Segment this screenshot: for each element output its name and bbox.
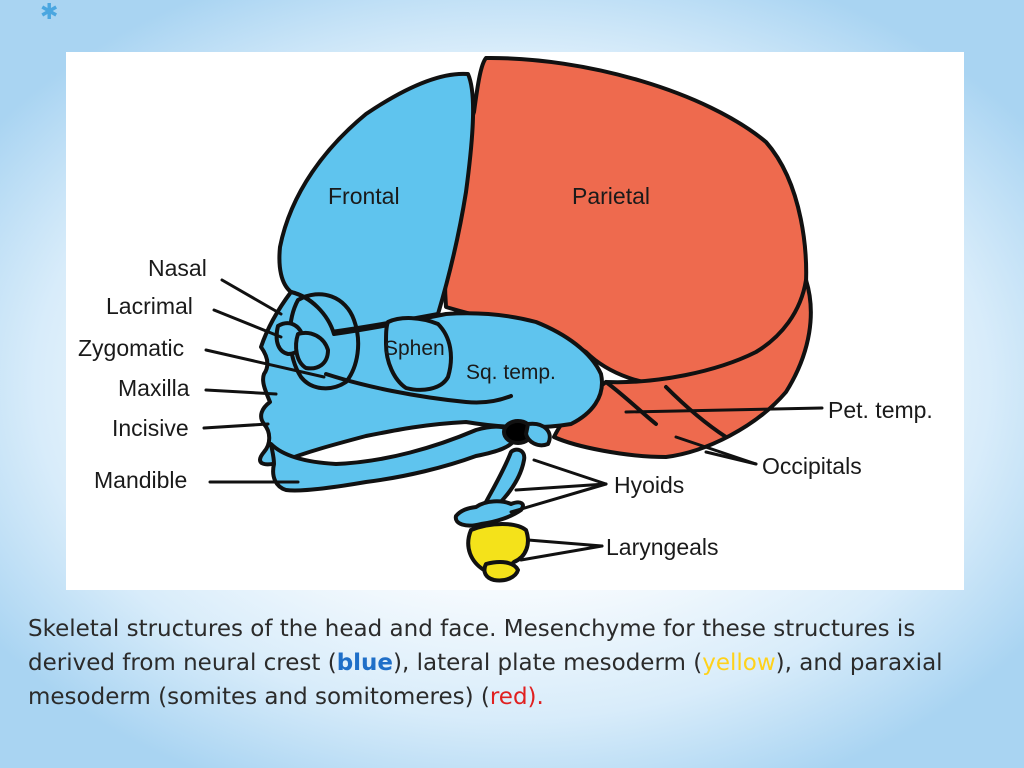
occipitals-leader-2	[706, 452, 756, 464]
zygomatic-label: Zygomatic	[78, 335, 185, 361]
caption-text-2: ), lateral plate mesoderm (	[393, 650, 703, 676]
sq-temp-label: Sq. temp.	[466, 361, 556, 384]
incisive-leader	[204, 424, 268, 428]
lacrimal-label: Lacrimal	[106, 293, 193, 319]
skull-diagram	[66, 52, 964, 590]
hyoid-chain-lower	[456, 501, 523, 525]
pet-temp-label: Pet. temp.	[828, 397, 933, 423]
nasal-bone	[296, 333, 328, 368]
maxilla-label: Maxilla	[118, 375, 190, 401]
nasal-label: Nasal	[148, 255, 207, 281]
occipitals-label: Occipitals	[762, 453, 862, 479]
nasal-leader	[222, 280, 281, 314]
hyoids-leader-1	[534, 460, 606, 484]
hyoid-styloid	[526, 424, 550, 446]
figure-caption	[28, 612, 1008, 714]
laryngeals-label: Laryngeals	[606, 534, 719, 560]
caption-text-1: Skeletal structures of the head and face. Mesenchyme for these structures is derived from neural crest (	[28, 616, 916, 676]
laryngeal-cartilage-lower	[484, 562, 518, 580]
incisive-label: Incisive	[112, 415, 189, 441]
mandible-label: Mandible	[94, 467, 188, 493]
caption-blue-word: blue	[336, 650, 394, 676]
skull-diagram-panel	[66, 52, 964, 590]
laryngeals-leader-2	[521, 546, 602, 560]
sphen-label: Sphen	[384, 337, 445, 360]
caption-yellow-word: yellow	[702, 650, 776, 676]
parietal-label: Parietal	[572, 183, 650, 209]
hyoids-label: Hyoids	[614, 472, 685, 498]
frontal-label: Frontal	[328, 183, 400, 209]
caption-text-3: ), and paraxial mesoderm (somites and somitomeres) (	[28, 650, 943, 710]
laryngeals-leader-1	[528, 540, 602, 546]
caption-red-word: red).	[489, 684, 544, 710]
slide-star-decoration: ✱	[40, 0, 59, 25]
